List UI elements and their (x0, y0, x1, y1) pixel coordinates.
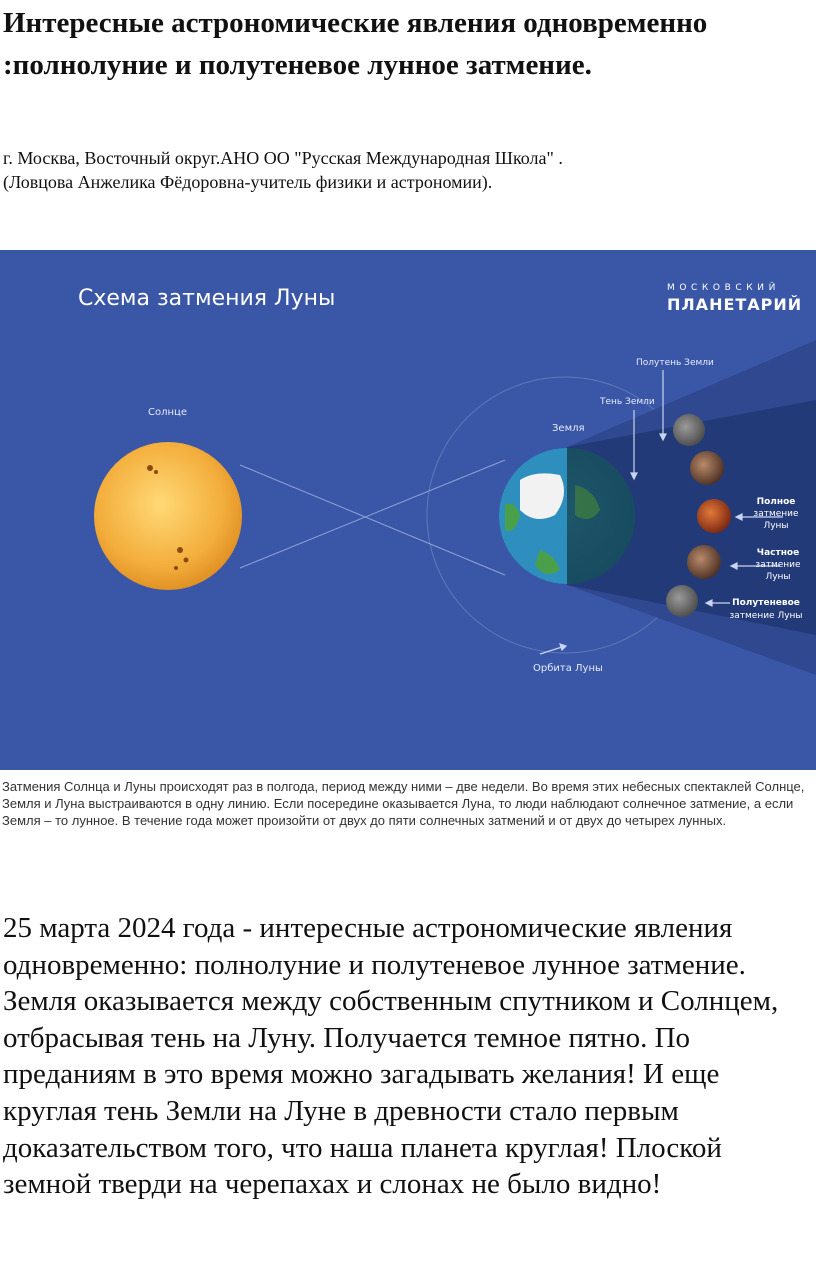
brand-bottom: ПЛАНЕТАРИЙ (667, 295, 803, 314)
moon-icon (687, 545, 721, 579)
brand-logo (667, 283, 801, 314)
umbra-label: Тень Земли (600, 397, 655, 407)
moon-icon (697, 499, 731, 533)
penumbral-eclipse-label: Полутеневое затмение Луны (729, 598, 803, 621)
author-info (3, 146, 803, 194)
total-eclipse-label: Полное затмение Луны (753, 497, 799, 531)
sun-label: Солнце (148, 407, 187, 418)
figure-caption: Затмения Солнца и Луны происходят раз в полгода, период между ними – две недели. Во время этих небесных спектаклей Солнце, Земля и Луна выстраиваются в одну линию. Если посередине оказывается Луна, то люди наблюдают солнечное затмение, а если Земля – то лунное. В течение года может произойти от двух до пяти солнечных затмений и от двух до четырех лунных. (2, 779, 805, 828)
school-line: г. Москва, Восточный округ.АНО ОО "Русская Международная Школа" . (3, 148, 563, 168)
earth-icon (499, 448, 635, 584)
brand-top: МОСКОВСКИЙ (667, 283, 780, 293)
sun-ray-upper (240, 460, 505, 568)
document-title: Интересные астрономические явления одновременно :полнолуние и полутеневое лунное затмение. (3, 7, 708, 81)
moon-icon (666, 585, 698, 617)
partial-eclipse-label: Частное затмение Луны (755, 548, 801, 582)
body-paragraph: 25 марта 2024 года - интересные астрономические явления одновременно: полнолуние и полутеневое лунное затмение. Земля оказывается между собственным спутником и Солнцем, отбрасывая тень на Луну. Получается темное пятно. По преданиям в это время можно загадывать желания! И еще круглая тень Земли на Луне в древности стало первым доказательством того, что наша планета круглая! Плоской земной тверди на черепахах и слонах не было видно! (3, 912, 779, 1201)
penumbra-label: Полутень Земли (636, 358, 714, 368)
sun-icon (94, 442, 242, 590)
eclipse-diagram (0, 250, 816, 770)
earth-label: Земля (552, 423, 585, 434)
moon-icon (673, 414, 705, 446)
teacher-line: (Ловцова Анжелика Фёдоровна-учитель физики и астрономии). (3, 172, 493, 192)
diagram-heading: Схема затмения Луны (78, 286, 336, 311)
orbit-label: Орбита Луны (533, 663, 603, 674)
sun-ray-lower (240, 465, 505, 575)
moon-icon (690, 451, 724, 485)
eclipse-diagram-svg (0, 250, 816, 770)
